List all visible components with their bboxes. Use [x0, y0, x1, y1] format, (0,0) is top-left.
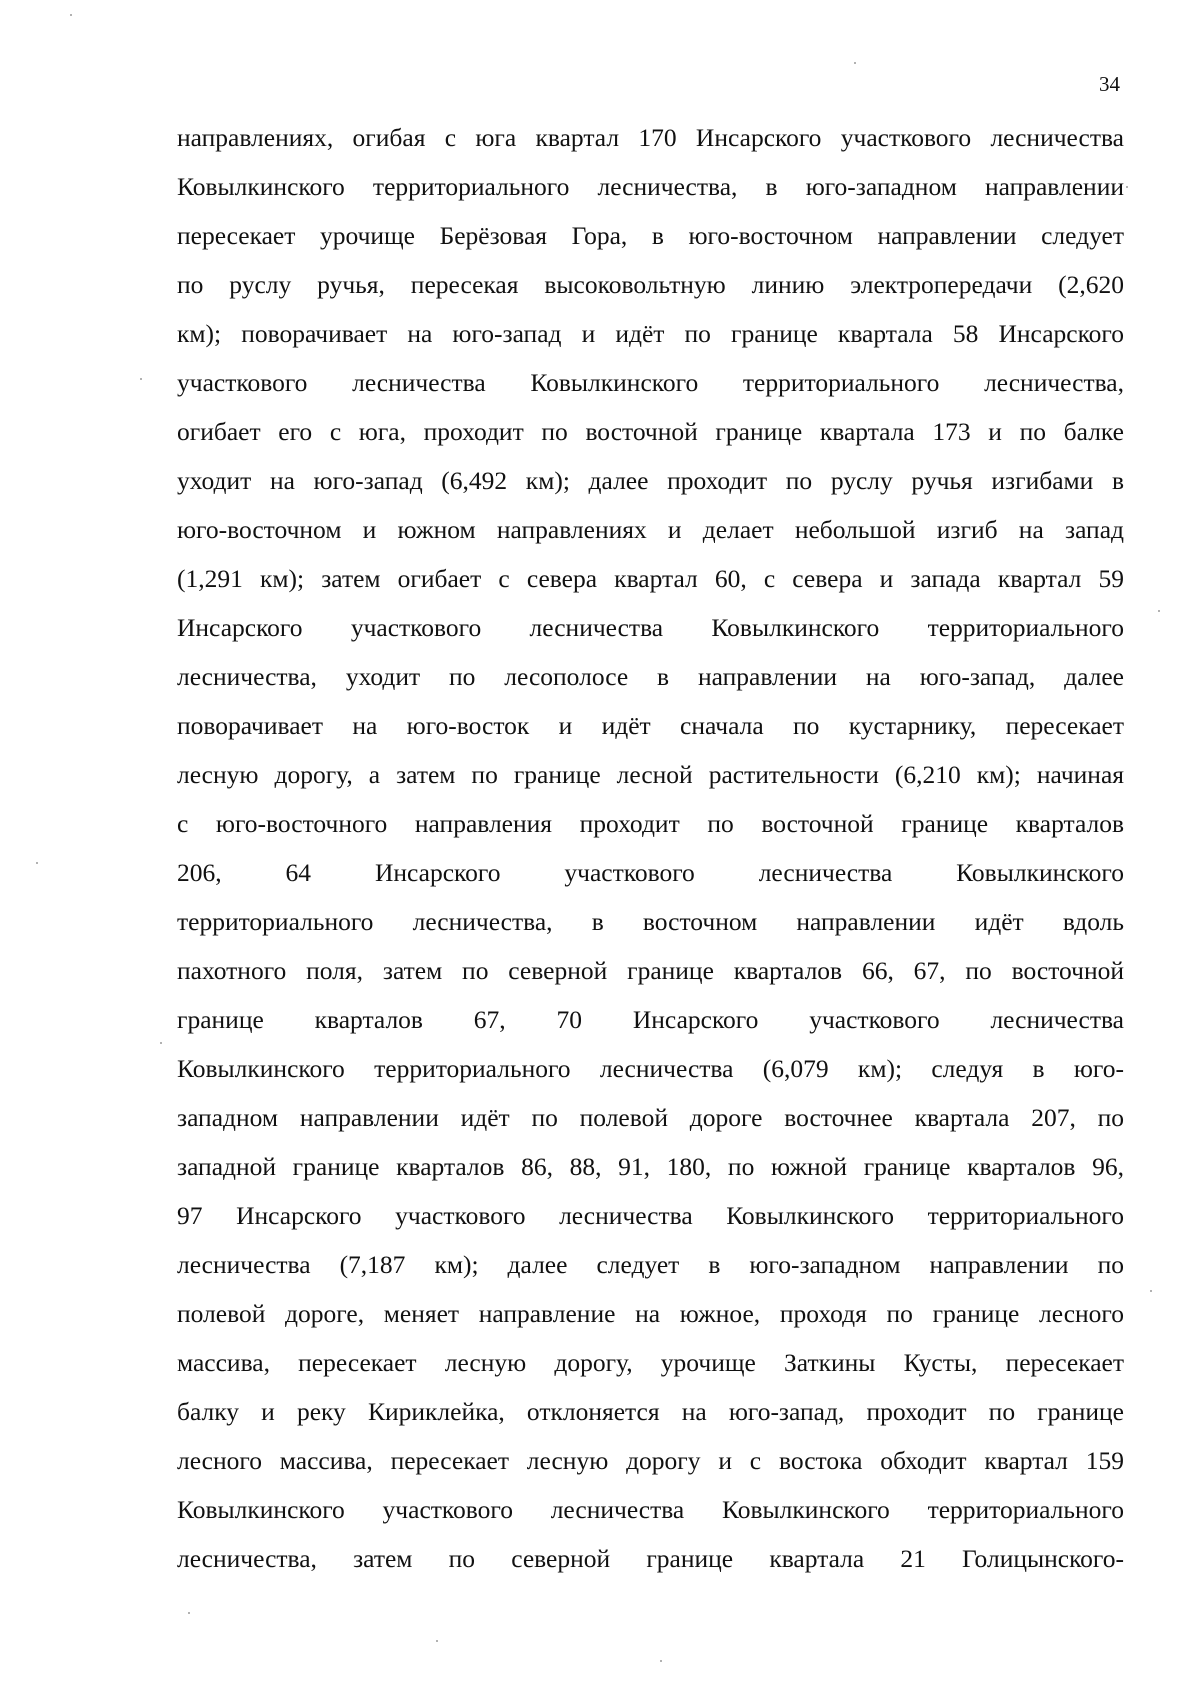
scan-speck — [1150, 1290, 1152, 1292]
text-line: массива, пересекает лесную дорогу, урочище Заткины Кусты, пересекает — [177, 1348, 1124, 1377]
text-line: поворачивает на юго-восток и идёт сначала по кустарнику, пересекает — [177, 711, 1124, 740]
scan-speck — [854, 62, 856, 64]
text-line: направлениях, огибая с юга квартал 170 Инсарского участкового лесничества — [177, 123, 1124, 152]
text-line: лесничества, затем по северной границе квартала 21 Голицынского- — [177, 1544, 1124, 1573]
text-line: Ковылкинского участкового лесничества Ковылкинского территориального — [177, 1495, 1124, 1524]
text-line: лесную дорогу, а затем по границе лесной растительности (6,210 км); начиная — [177, 760, 1124, 789]
text-line: 97 Инсарского участкового лесничества Ковылкинского территориального — [177, 1201, 1124, 1230]
text-line: территориального лесничества, в восточном направлении идёт вдоль — [177, 907, 1124, 936]
page-number: 34 — [1099, 72, 1120, 96]
text-line: пересекает урочище Берёзовая Гора, в юго-восточном направлении следует — [177, 221, 1124, 250]
scan-speck — [70, 14, 72, 16]
scan-speck — [1158, 610, 1160, 612]
text-line: полевой дороге, меняет направление на южное, проходя по границе лесного — [177, 1299, 1124, 1328]
text-line: участкового лесничества Ковылкинского территориального лесничества, — [177, 368, 1124, 397]
text-line: огибает его с юга, проходит по восточной границе квартала 173 и по балке — [177, 417, 1124, 446]
text-line: пахотного поля, затем по северной границе кварталов 66, 67, по восточной — [177, 956, 1124, 985]
scan-speck — [436, 1640, 438, 1642]
text-line: 206, 64 Инсарского участкового лесничества Ковылкинского — [177, 858, 1124, 887]
scan-speck — [1126, 186, 1128, 188]
text-line: по руслу ручья, пересекая высоковольтную линию электропередачи (2,620 — [177, 270, 1124, 299]
text-line: балку и реку Кириклейка, отклоняется на юго-запад, проходит по границе — [177, 1397, 1124, 1426]
text-line: км); поворачивает на юго-запад и идёт по границе квартала 58 Инсарского — [177, 319, 1124, 348]
scan-speck — [140, 378, 142, 380]
text-line: уходит на юго-запад (6,492 км); далее проходит по руслу ручья изгибами в — [177, 466, 1124, 495]
text-line: Инсарского участкового лесничества Ковылкинского территориального — [177, 613, 1124, 642]
text-line: границе кварталов 67, 70 Инсарского участкового лесничества — [177, 1005, 1124, 1034]
scan-speck — [188, 1612, 190, 1614]
text-line: западном направлении идёт по полевой дороге восточнее квартала 207, по — [177, 1103, 1124, 1132]
body-text — [177, 113, 1124, 1583]
scan-speck — [160, 1042, 162, 1044]
text-line: с юго-восточного направления проходит по восточной границе кварталов — [177, 809, 1124, 838]
text-line: лесничества, уходит по лесополосе в направлении на юго-запад, далее — [177, 662, 1124, 691]
text-line: лесничества (7,187 км); далее следует в юго-западном направлении по — [177, 1250, 1124, 1279]
text-line: юго-восточном и южном направлениях и делает небольшой изгиб на запад — [177, 515, 1124, 544]
text-line: лесного массива, пересекает лесную дорогу и с востока обходит квартал 159 — [177, 1446, 1124, 1475]
scan-speck — [660, 1660, 662, 1662]
text-line: Ковылкинского территориального лесничества (6,079 км); следуя в юго- — [177, 1054, 1124, 1083]
scan-speck — [36, 862, 38, 864]
text-line: (1,291 км); затем огибает с севера квартал 60, с севера и запада квартал 59 — [177, 564, 1124, 593]
text-line: западной границе кварталов 86, 88, 91, 180, по южной границе кварталов 96, — [177, 1152, 1124, 1181]
text-line: Ковылкинского территориального лесничества, в юго-западном направлении — [177, 172, 1124, 201]
